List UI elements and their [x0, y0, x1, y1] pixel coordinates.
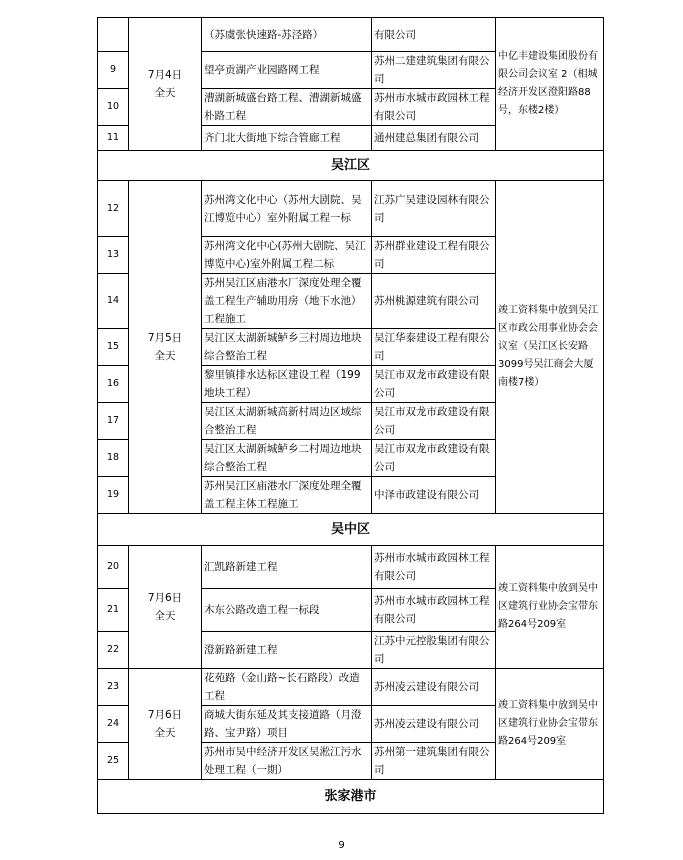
project-name: 吴江区太湖新城鲈乡三村周边地块综合整治工程 — [202, 329, 372, 366]
construction-unit: 吴江市双龙市政建设有限公司 — [372, 440, 496, 477]
construction-unit: 苏州市水城市政园林工程有限公司 — [372, 89, 496, 126]
schedule-table — [97, 17, 604, 814]
date-text: 7月5日 — [147, 332, 183, 344]
table-row — [98, 18, 604, 52]
construction-unit: 中泽市政建设有限公司 — [372, 477, 496, 514]
project-name: 吴江区太湖新城高新村周边区域综合整治工程 — [202, 403, 372, 440]
project-name: 吴江区太湖新城鲈乡二村周边地块综合整治工程 — [202, 440, 372, 477]
project-name: 木东公路改造工程一标段 — [202, 589, 372, 632]
date-text: 7月4日 — [147, 69, 183, 81]
construction-unit: 苏州群业建设工程有限公司 — [372, 237, 496, 274]
construction-unit: 江苏中元控股集团有限公司 — [372, 632, 496, 669]
row-number: 18 — [98, 440, 129, 477]
inspection-date — [129, 18, 202, 151]
row-number — [98, 18, 129, 52]
section-heading-wuzhong: 吴中区 — [98, 514, 604, 546]
time-text: 全天 — [154, 350, 176, 362]
project-name: 澄新路新建工程 — [202, 632, 372, 669]
row-number: 11 — [98, 126, 129, 151]
section-row — [98, 151, 604, 181]
inspection-location: 竣工资料集中放到吴中区建筑行业协会宝带东路264号209室 — [496, 669, 604, 780]
date-text: 7月6日 — [147, 709, 183, 721]
construction-unit: 吴江华泰建设工程有限公司 — [372, 329, 496, 366]
inspection-date — [129, 546, 202, 669]
construction-unit: 苏州桃源建筑有限公司 — [372, 274, 496, 329]
row-number: 20 — [98, 546, 129, 589]
construction-unit: 吴江市双龙市政建设有限公司 — [372, 403, 496, 440]
construction-unit: 通州建总集团有限公司 — [372, 126, 496, 151]
row-number: 25 — [98, 743, 129, 780]
row-number: 21 — [98, 589, 129, 632]
inspection-date — [129, 669, 202, 780]
inspection-location: 竣工资料集中放到吴中区建筑行业协会宝带东路264号209室 — [496, 546, 604, 669]
construction-unit: 苏州凌云建设有限公司 — [372, 706, 496, 743]
construction-unit: 苏州市水城市政园林工程有限公司 — [372, 546, 496, 589]
project-name: 苏州市吴中经济开发区吴淞江污水处理工程（一期） — [202, 743, 372, 780]
construction-unit: 有限公司 — [372, 18, 496, 52]
section-heading-zhangjiagang: 张家港市 — [98, 780, 604, 814]
project-name: 苏州吴江区庙港水厂深度处理全覆盖工程主体工程施工 — [202, 477, 372, 514]
project-name: 漕湖新城盛台路工程、漕湖新城盛朴路工程 — [202, 89, 372, 126]
construction-unit: 苏州二建建筑集团有限公司 — [372, 52, 496, 89]
construction-unit: 吴江市双龙市政建设有限公司 — [372, 366, 496, 403]
construction-unit: 苏州市水城市政园林工程有限公司 — [372, 589, 496, 632]
section-row — [98, 780, 604, 814]
table-row — [98, 669, 604, 706]
project-name: 苏州湾文化中心（苏州大剧院、吴江博览中心）室外附属工程一标 — [202, 181, 372, 237]
row-number: 9 — [98, 52, 129, 89]
project-name: 商城大街东延及其支接道路（月澄路、宝尹路）项目 — [202, 706, 372, 743]
row-number: 10 — [98, 89, 129, 126]
page-number: 9 — [338, 840, 345, 851]
row-number: 12 — [98, 181, 129, 237]
time-text: 全天 — [154, 610, 176, 622]
row-number: 13 — [98, 237, 129, 274]
inspection-location: 中亿丰建设集团股份有限公司会议室 2（相城经济开发区澄阳路88号，东楼2楼） — [496, 18, 604, 151]
row-number: 24 — [98, 706, 129, 743]
time-text: 全天 — [154, 727, 176, 739]
section-row — [98, 514, 604, 546]
time-text: 全天 — [154, 87, 176, 99]
row-number: 16 — [98, 366, 129, 403]
project-name: 齐门北大街地下综合管廊工程 — [202, 126, 372, 151]
project-name: （苏虞张快速路-苏泾路） — [202, 18, 372, 52]
construction-unit: 苏州凌云建设有限公司 — [372, 669, 496, 706]
table-row — [98, 546, 604, 589]
project-name: 黎里镇排水达标区建设工程（199地块工程） — [202, 366, 372, 403]
project-name: 望亭贡湖产业园路网工程 — [202, 52, 372, 89]
project-name: 苏州吴江区庙港水厂深度处理全覆盖工程生产辅助用房（地下水池）工程施工 — [202, 274, 372, 329]
row-number: 17 — [98, 403, 129, 440]
construction-unit: 苏州第一建筑集团有限公司 — [372, 743, 496, 780]
row-number: 23 — [98, 669, 129, 706]
inspection-date — [129, 181, 202, 514]
section-heading-wujiang: 吴江区 — [98, 151, 604, 181]
date-text: 7月6日 — [147, 592, 183, 604]
project-name: 苏州湾文化中心(苏州大剧院、吴江博览中心)室外附属工程二标 — [202, 237, 372, 274]
construction-unit: 江苏广吴建设园林有限公司 — [372, 181, 496, 237]
row-number: 22 — [98, 632, 129, 669]
row-number: 15 — [98, 329, 129, 366]
row-number: 14 — [98, 274, 129, 329]
project-name: 汇凯路新建工程 — [202, 546, 372, 589]
table-row — [98, 181, 604, 237]
inspection-location: 竣工资料集中放到吴江区市政公用事业协会会议室（吴江区长安路3099号吴江商会大厦南楼7楼） — [496, 181, 604, 514]
row-number: 19 — [98, 477, 129, 514]
project-name: 花苑路（金山路~长石路段）改造工程 — [202, 669, 372, 706]
